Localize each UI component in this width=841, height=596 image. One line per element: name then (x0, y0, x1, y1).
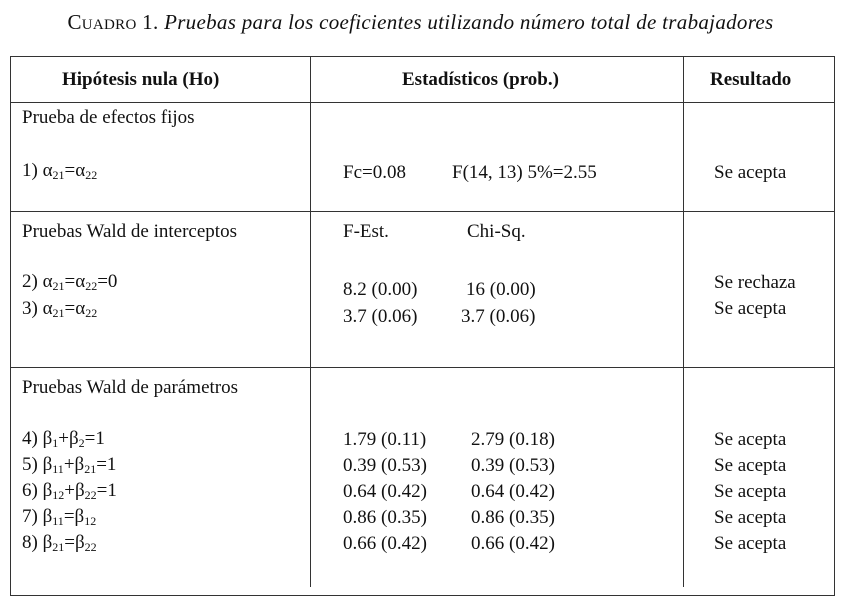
header-rule (10, 102, 835, 103)
stat2-cell: 3.7 (0.06) (461, 306, 536, 327)
stat2-cell: 0.39 (0.53) (471, 455, 555, 476)
hypothesis-cell: 3) $\alpha_{21}=\alpha_{22}$ (22, 298, 98, 320)
stat2-cell: 16 (0.00) (466, 279, 536, 300)
hypothesis-cell: 6) $\beta_{12}+\beta_{22}=1$ (22, 480, 117, 502)
stat1-cell: 0.86 (0.35) (343, 507, 427, 528)
section-rule-1 (10, 211, 835, 212)
column-rule-1 (310, 56, 311, 587)
header-statistics: Estadísticos (prob.) (402, 69, 559, 90)
section-title: Pruebas Wald de parámetros (22, 377, 239, 398)
result-cell: Se acepta (714, 455, 787, 476)
stat1-cell: 0.64 (0.42) (343, 481, 427, 502)
stat1-cell: 1.79 (0.11) (343, 429, 427, 450)
hypothesis-cell: 1) $\alpha_{21}=\alpha_{22}$ (22, 160, 98, 182)
stat1-cell: Fc=0.08 (343, 162, 406, 183)
result-cell: Se acepta (714, 507, 787, 528)
header-hypothesis: Hipótesis nula (Ho) (62, 69, 220, 90)
stat-header-f: F-Est. (343, 221, 389, 242)
hypothesis-cell: 5) $\beta_{11}+\beta_{21}=1$ (22, 454, 117, 476)
stat2-cell: 0.86 (0.35) (471, 507, 555, 528)
hypothesis-cell: 8) $\beta_{21}=\beta_{22}$ (22, 532, 97, 554)
hypothesis-cell: 4) $\beta_1+\beta_2=1$ (22, 428, 105, 450)
caption-label: Cuadro 1. (67, 10, 159, 34)
result-cell: Se acepta (714, 481, 787, 502)
section-title: Prueba de efectos fijos (22, 107, 195, 128)
stat2-cell: F(14, 13) 5%=2.55 (452, 162, 597, 183)
result-cell: Se acepta (714, 162, 787, 183)
stat2-cell: 0.64 (0.42) (471, 481, 555, 502)
result-cell: Se acepta (714, 533, 787, 554)
stat1-cell: 8.2 (0.00) (343, 279, 418, 300)
stat2-cell: 0.66 (0.42) (471, 533, 555, 554)
stat1-cell: 3.7 (0.06) (343, 306, 418, 327)
section-title: Pruebas Wald de interceptos (22, 221, 237, 242)
header-result: Resultado (710, 69, 792, 90)
stat-header-chi: Chi-Sq. (467, 221, 526, 242)
hypothesis-cell: 2) $\alpha_{21}=\alpha_{22}=0$ (22, 271, 118, 293)
hypothesis-cell: 7) $\beta_{11}=\beta_{12}$ (22, 506, 97, 528)
caption-text: Pruebas para los coeficientes utilizando número total de trabajadores (164, 10, 774, 34)
stat1-cell: 0.39 (0.53) (343, 455, 427, 476)
table-caption (0, 10, 841, 35)
section-rule-2 (10, 367, 835, 368)
stat1-cell: 0.66 (0.42) (343, 533, 427, 554)
result-cell: Se rechaza (714, 272, 796, 293)
result-cell: Se acepta (714, 298, 787, 319)
stat2-cell: 2.79 (0.18) (471, 429, 555, 450)
column-rule-2 (683, 56, 684, 587)
result-cell: Se acepta (714, 429, 787, 450)
